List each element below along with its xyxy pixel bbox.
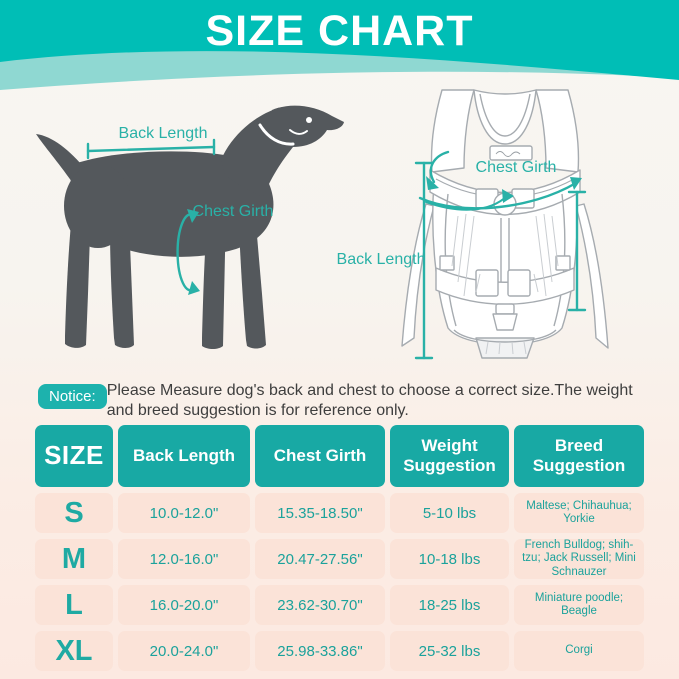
dog-silhouette: [36, 106, 344, 349]
carrier-measurement-diagram: [330, 86, 630, 382]
col-header-back-length: Back Length: [118, 425, 250, 487]
dog-back-length-label: Back Length: [118, 125, 208, 142]
col-header-weight-suggestion: Weight Suggestion: [390, 425, 509, 487]
notice-text: Please Measure dog's back and chest to choose a correct size.The weight and breed suggestion is for reference only.: [106, 382, 633, 420]
notice-badge: Notice:: [38, 384, 107, 409]
row-m-breed: French Bulldog; shih-tzu; Jack Russell; Mini Schnauzer: [514, 539, 644, 579]
row-l-size: L: [35, 585, 113, 625]
row-l-back-length: 16.0-20.0": [118, 585, 250, 625]
col-header-chest-girth: Chest Girth: [255, 425, 385, 487]
row-l-weight: 18-25 lbs: [390, 585, 509, 625]
row-xl-chest-girth: 25.98-33.86": [255, 631, 385, 671]
size-table: [35, 425, 644, 671]
row-m-weight: 10-18 lbs: [390, 539, 509, 579]
row-l-breed: Miniature poodle; Beagle: [514, 585, 644, 625]
row-xl-back-length: 20.0-24.0": [118, 631, 250, 671]
col-header-size: SIZE: [35, 425, 113, 487]
row-m-size: M: [35, 539, 113, 579]
row-xl-weight: 25-32 lbs: [390, 631, 509, 671]
row-s-back-length: 10.0-12.0": [118, 493, 250, 533]
row-s-size: S: [35, 493, 113, 533]
row-m-back-length: 12.0-16.0": [118, 539, 250, 579]
row-xl-size: XL: [35, 631, 113, 671]
page-title: SIZE CHART: [205, 7, 474, 55]
carrier-back-length-label: Back Length: [336, 251, 426, 268]
row-xl-breed: Corgi: [514, 631, 644, 671]
row-s-breed: Maltese; Chihauhua; Yorkie: [514, 493, 644, 533]
col-header-breed-suggestion: Breed Suggestion: [514, 425, 644, 487]
carrier-chest-girth-label: Chest Girth: [475, 159, 557, 176]
notice-section: [38, 381, 648, 422]
row-s-chest-girth: 15.35-18.50": [255, 493, 385, 533]
row-l-chest-girth: 23.62-30.70": [255, 585, 385, 625]
dog-chest-girth-label: Chest Girth: [192, 203, 274, 220]
row-m-chest-girth: 20.47-27.56": [255, 539, 385, 579]
row-s-weight: 5-10 lbs: [390, 493, 509, 533]
dog-measurement-diagram: [26, 94, 358, 366]
